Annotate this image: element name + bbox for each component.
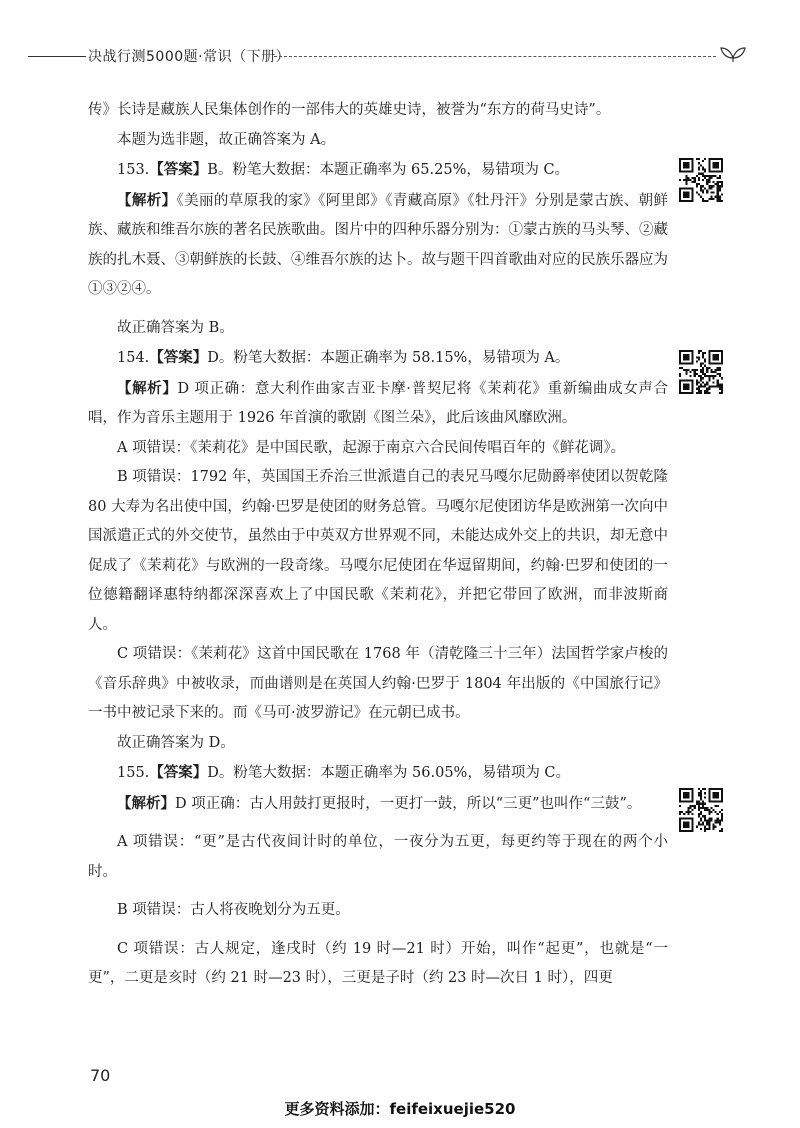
question-number: 155. bbox=[117, 765, 150, 781]
analysis-tag: 【解析】 bbox=[117, 379, 178, 397]
leaf-ornament-icon bbox=[718, 44, 748, 64]
answer-text: D。粉笔大数据：本题正确率为 56.05%，易错项为 C。 bbox=[207, 765, 571, 781]
conclusion-153: 故正确答案为 B。 bbox=[117, 319, 234, 336]
option-a-154: A 项错误：《茉莉花》是中国民歌，起源于南京六合民间传唱百年的《鲜花调》。 bbox=[117, 439, 626, 456]
footer-watermark-note: 更多资料添加：feifeixuejie520 bbox=[284, 1100, 516, 1118]
answer-153 bbox=[88, 155, 668, 186]
answer-155 bbox=[88, 758, 668, 789]
qr-code-154[interactable] bbox=[679, 350, 723, 394]
paragraph-continuation: 传》长诗是藏族人民集体创作的一部伟大的英雄史诗，被誉为“东方的荷马史诗”。 bbox=[88, 102, 611, 118]
analysis-155 bbox=[88, 789, 668, 820]
question-number: 153. bbox=[117, 162, 150, 178]
analysis-153 bbox=[88, 186, 668, 305]
running-header bbox=[28, 44, 748, 68]
qr-code-153[interactable] bbox=[679, 158, 723, 202]
analysis-154 bbox=[88, 374, 668, 434]
option-b-155: B 项错误：古人将夜晚划分为五更。 bbox=[117, 902, 350, 918]
book-title: 决战行测5000题·常识（下册） bbox=[88, 49, 291, 65]
option-c-155: C 项错误：古人规定，逢戌时（约 19 时—21 时）开始，叫作“起更”，也就是“一更”，二更是亥时（约 21 时—23 时），三更是子时（约 23 时—次日 1 时），四更 bbox=[88, 940, 668, 986]
analysis-text: D 项正确：古人用鼓打更报时，一更打一鼓，所以“三更”也叫作“三鼓”。 bbox=[175, 795, 642, 812]
conclusion-154: 故正确答案为 D。 bbox=[117, 734, 235, 751]
analysis-text: D 项正确：意大利作曲家吉亚卡摩·普契尼将《茉莉花》重新编曲成女声合唱，作为音乐主题用于 1926 年首演的歌剧《图兰朵》，此后该曲风靡欧洲。 bbox=[88, 380, 669, 426]
analysis-tag: 【解析】 bbox=[117, 191, 177, 209]
option-c-154: C 项错误：《茉莉花》这首中国民歌在 1768 年（清乾隆三十三年）法国哲学家卢梭的《音乐辞典》中被收录，而曲谱则是在英国人约翰·巴罗于 1804 年出版的《中国旅行记》一书中被记录下来的。而《马可·波罗游记》在元朝已成书。 bbox=[88, 646, 668, 721]
qr-code-155[interactable] bbox=[679, 788, 723, 832]
answer-text: B。粉笔大数据：本题正确率为 65.25%，易错项为 C。 bbox=[207, 162, 570, 178]
answer-tag: 【答案】 bbox=[149, 161, 208, 178]
analysis-text: 《美丽的草原我的家》《阿里郎》《青藏高原》《牡丹汗》分别是蒙古族、朝鲜族、藏族和维吾尔族的著名民族歌曲。图片中的四种乐器分别为：①蒙古族的马头琴、②藏族的扎木聂、③朝鲜族的长鼓、④维吾尔族的达卜。故与题干四首歌曲对应的民族乐器应为①③②④。 bbox=[88, 192, 669, 297]
analysis-tag: 【解析】 bbox=[117, 794, 175, 812]
question-number: 154. bbox=[117, 350, 150, 366]
page-body bbox=[88, 96, 668, 994]
header-rule-left bbox=[28, 56, 86, 57]
answer-tag: 【答案】 bbox=[149, 764, 208, 781]
header-rule-right bbox=[274, 56, 716, 57]
answer-154 bbox=[88, 343, 668, 374]
answer-tag: 【答案】 bbox=[149, 349, 208, 366]
paragraph-conclusion: 本题为选非题，故正确答案为 A。 bbox=[117, 131, 336, 148]
answer-text: D。粉笔大数据：本题正确率为 58.15%，易错项为 A。 bbox=[207, 350, 570, 366]
option-b-154: B 项错误：1792 年，英国国王乔治三世派遣自己的表兄马嘎尔尼勋爵率使团以贺乾隆 80 大寿为名出使中国，约翰·巴罗是使团的财务总管。马嘎尔尼使团访华是欧洲第一次向中国派遣正式的外交使节，虽然由于中英双方世界观不同，未能达成外交上的共识，却无意中促成了《茉莉花》与欧洲的一段奇缘。马嘎尔尼使团在华逗留期间，约翰·巴罗和使团的一位德籍翻译惠特纳都深深喜欢上了中国民歌《茉莉花》，并把它带回了欧洲，而非波斯商人。 bbox=[88, 469, 668, 633]
page-number: 70 bbox=[90, 1066, 111, 1085]
option-a-155: A 项错误：“更”是古代夜间计时的单位，一夜分为五更，每更约等于现在的两个小时。 bbox=[88, 834, 668, 880]
